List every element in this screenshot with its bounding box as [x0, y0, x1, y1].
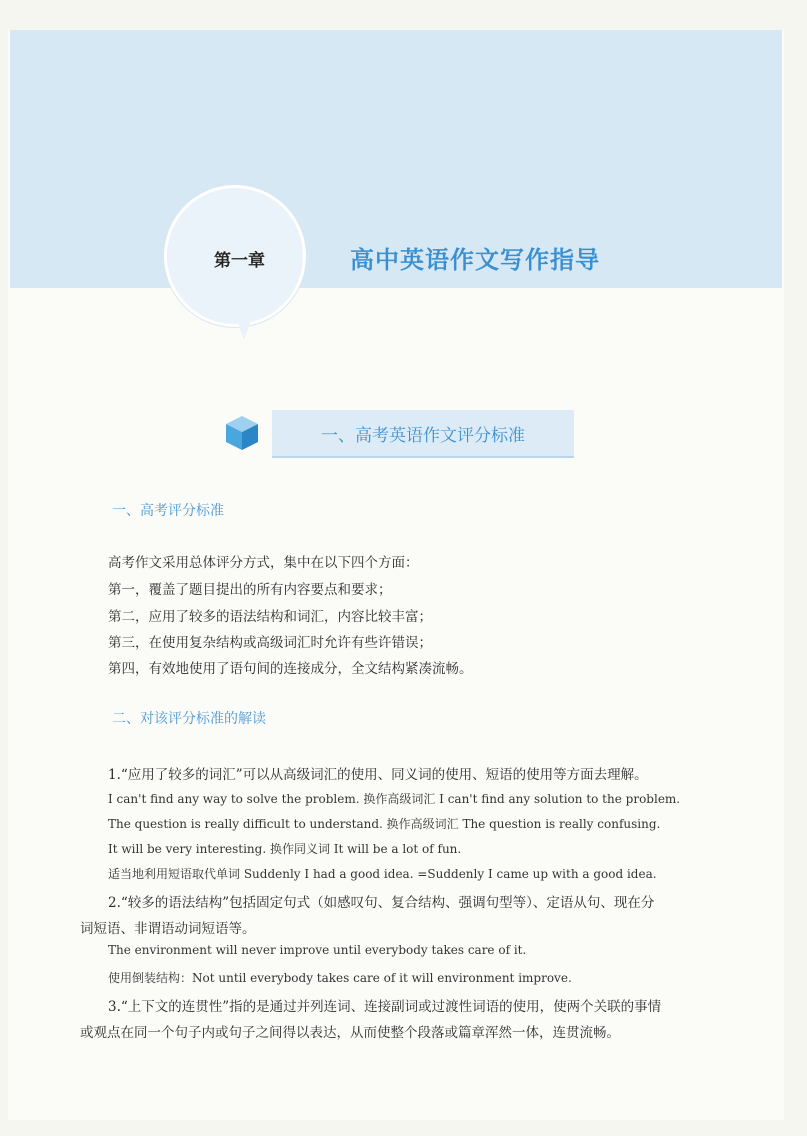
part2-paragraph-1: 1.“应用了较多的词汇”可以从高级词汇的使用、同义词的使用、短语的使用等方面去理解。: [108, 767, 648, 783]
part2-example-1: I can't find any way to solve the problem. 换作高级词汇 I can't find any solution to the problem.: [108, 792, 681, 806]
part2-example-4: 适当地利用短语取代单词 Suddenly I had a good idea. =Suddenly I came up with a good idea.: [108, 867, 657, 881]
part1-line-0: 高考作文采用总体评分方式，集中在以下四个方面：: [108, 555, 419, 571]
part2-paragraph-3a: 3.“上下文的连贯性”指的是通过并列连词、连接副词或过渡性词语的使用，使两个关联的事情: [108, 999, 662, 1015]
chapter-number: 第一章: [214, 251, 265, 271]
part1-line-2: 第二，应用了较多的语法结构和词汇，内容比较丰富；: [108, 609, 432, 625]
part2-heading: 二、对该评分标准的解读: [112, 711, 266, 727]
chapter-bubble-tail: [234, 312, 254, 340]
part2-example-2: The question is really difficult to understand. 换作高级词汇 The question is really confusing.: [108, 817, 661, 831]
part2-example-5: The environment will never improve until everybody takes care of it.: [108, 943, 527, 957]
part1-heading: 一、高考评分标准: [112, 503, 224, 519]
part1-line-3: 第三，在使用复杂结构或高级词汇时允许有些许错误；: [108, 635, 432, 651]
part1-line-1: 第一，覆盖了题目提出的所有内容要点和要求；: [108, 582, 392, 598]
section-title: 一、高考英语作文评分标准: [321, 425, 525, 446]
part2-example-6: 使用倒装结构：Not until everybody takes care of it will environment improve.: [108, 971, 572, 985]
part1-line-4: 第四，有效地使用了语句间的连接成分，全文结构紧凑流畅。: [108, 661, 473, 677]
chapter-title: 高中英语作文写作指导: [350, 246, 600, 274]
section-title-box: [272, 410, 574, 458]
cube-icon: [222, 412, 262, 452]
part2-example-3: It will be very interesting. 换作同义词 It will be a lot of fun.: [108, 842, 462, 856]
part2-paragraph-2a: 2.“较多的语法结构”包括固定句式（如感叹句、复合结构、强调句型等）、定语从句、现在分: [108, 895, 655, 911]
part2-paragraph-3b: 或观点在同一个句子内或句子之间得以表达，从而使整个段落或篇章浑然一体，连贯流畅。: [80, 1025, 620, 1041]
part2-paragraph-2b: 词短语、非谓语动词短语等。: [80, 921, 256, 937]
